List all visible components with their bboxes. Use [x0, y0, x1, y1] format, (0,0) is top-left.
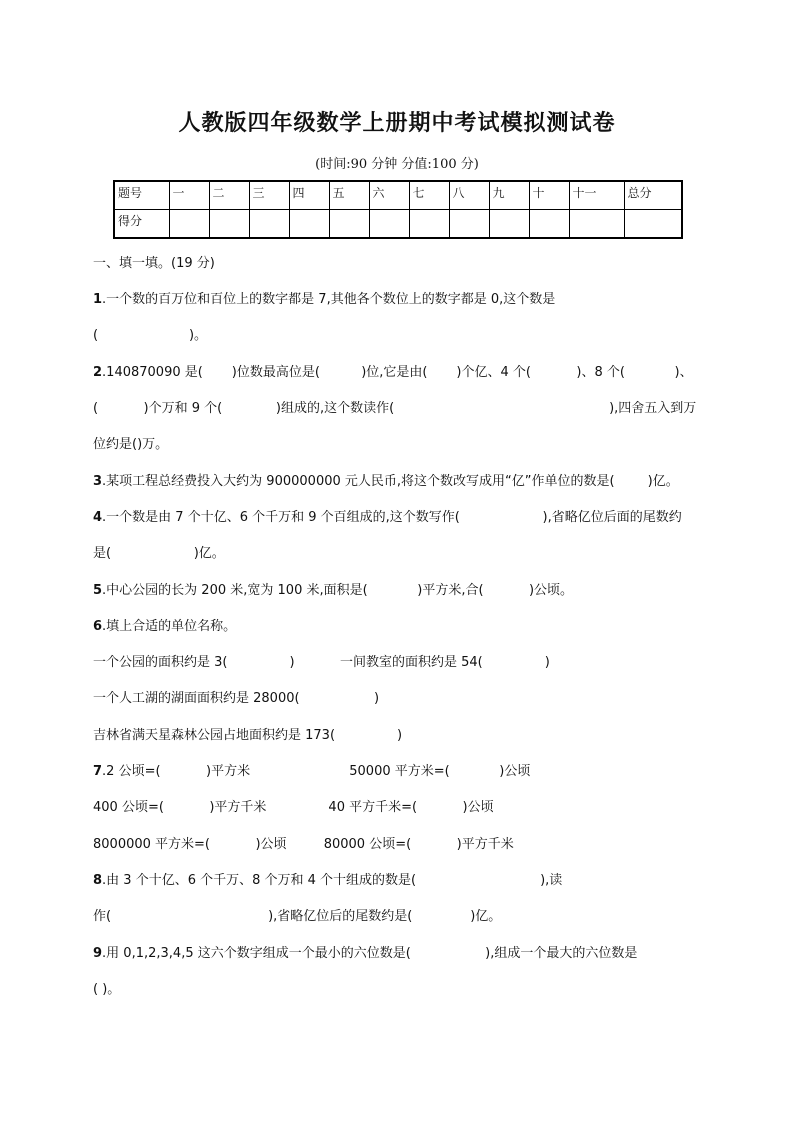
question-8 — [93, 869, 562, 888]
question-6 — [93, 615, 236, 634]
question-number: 4 — [93, 510, 103, 525]
question-number: 1 — [93, 292, 103, 307]
page-subtitle: (时间:90 分钟 分值:100 分) — [315, 157, 479, 172]
score-table — [113, 180, 683, 239]
question-number: 9 — [93, 946, 103, 961]
table-header-cell: 总分 — [624, 181, 682, 210]
question-number: 7 — [93, 764, 103, 779]
question-text: .由 3 个十亿、6 个千万、8 个万和 4 个十组成的数是( ),读 — [102, 873, 563, 888]
score-cell[interactable] — [209, 210, 249, 239]
question-6-item-1: 一个公园的面积约是 3( ) 一间教室的面积约是 54( ) — [93, 655, 550, 670]
score-cell[interactable] — [289, 210, 329, 239]
question-7-line-3: 8000000 平方米=( )公顷 80000 公顷=( )平方千米 — [93, 837, 514, 852]
score-row-label: 得分 — [114, 210, 169, 239]
question-2-line-3: 位约是()万。 — [93, 437, 169, 452]
question-text: .2 公顷=( )平方米 50000 平方米=( )公顷 — [102, 764, 531, 779]
question-text: .一个数的百万位和百位上的数字都是 7,其他各个数位上的数字都是 0,这个数是 — [102, 292, 556, 307]
table-header-cell: 九 — [489, 181, 529, 210]
question-7 — [93, 760, 530, 779]
question-1-answer-line: ( )。 — [93, 328, 208, 343]
question-number: 8 — [93, 873, 103, 888]
question-3 — [93, 470, 679, 489]
question-text: .一个数是由 7 个十亿、6 个千万和 9 个百组成的,这个数写作( ),省略亿位后面的尾数约 — [102, 510, 682, 525]
question-text: .用 0,1,2,3,4,5 这六个数字组成一个最小的六位数是( ),组成一个最大的六位数是 — [102, 946, 638, 961]
question-text: .某项工程总经费投入大约为 900000000 元人民币,将这个数改写成用“亿”作单位的数是( )亿。 — [102, 474, 679, 489]
question-text: .140870090 是( )位数最高位是( )位,它是由( )个亿、4 个( )、8 个( )、 — [102, 365, 693, 380]
question-6-item-3: 吉林省满天星森林公园占地面积约是 173( ) — [93, 728, 403, 743]
question-number: 6 — [93, 619, 103, 634]
score-cell[interactable] — [489, 210, 529, 239]
score-cell[interactable] — [409, 210, 449, 239]
question-4 — [93, 506, 682, 525]
score-cell[interactable] — [249, 210, 289, 239]
table-header-cell: 二 — [209, 181, 249, 210]
score-cell[interactable] — [449, 210, 489, 239]
question-text: .填上合适的单位名称。 — [102, 619, 237, 634]
question-1 — [93, 288, 555, 307]
question-2-line-2: ( )个万和 9 个( )组成的,这个数读作( ),四舍五入到万 — [93, 401, 697, 416]
section-heading: 一、填一填。(19 分) — [93, 256, 215, 271]
table-header-cell: 十一 — [569, 181, 624, 210]
question-number: 5 — [93, 583, 103, 598]
table-header-cell: 六 — [369, 181, 409, 210]
score-cell[interactable] — [329, 210, 369, 239]
table-header-cell: 七 — [409, 181, 449, 210]
table-header-cell: 题号 — [114, 181, 169, 210]
table-header-cell: 四 — [289, 181, 329, 210]
score-cell[interactable] — [569, 210, 624, 239]
question-text: .中心公园的长为 200 米,宽为 100 米,面积是( )平方米,合( )公顷。 — [102, 583, 574, 598]
table-header-cell: 五 — [329, 181, 369, 210]
question-number: 2 — [93, 365, 103, 380]
score-cell[interactable] — [624, 210, 682, 239]
table-header-cell: 十 — [529, 181, 569, 210]
question-2 — [93, 361, 693, 380]
question-6-item-2: 一个人工湖的湖面面积约是 28000( ) — [93, 691, 380, 706]
question-4-line-2: 是( )亿。 — [93, 546, 225, 561]
score-cell[interactable] — [529, 210, 569, 239]
question-9-line-2: ( )。 — [93, 982, 121, 997]
page-title: 人教版四年级数学上册期中考试模拟测试卷 — [178, 110, 616, 136]
score-table-header-row — [114, 181, 682, 210]
score-table-score-row — [114, 210, 682, 239]
question-9 — [93, 942, 637, 961]
score-cell[interactable] — [169, 210, 209, 239]
table-header-cell: 一 — [169, 181, 209, 210]
table-header-cell: 三 — [249, 181, 289, 210]
question-7-line-2: 400 公顷=( )平方千米 40 平方千米=( )公顷 — [93, 800, 494, 815]
question-8-line-2: 作( ),省略亿位后的尾数约是( )亿。 — [93, 909, 502, 924]
question-5 — [93, 579, 573, 598]
question-number: 3 — [93, 474, 103, 489]
table-header-cell: 八 — [449, 181, 489, 210]
score-cell[interactable] — [369, 210, 409, 239]
